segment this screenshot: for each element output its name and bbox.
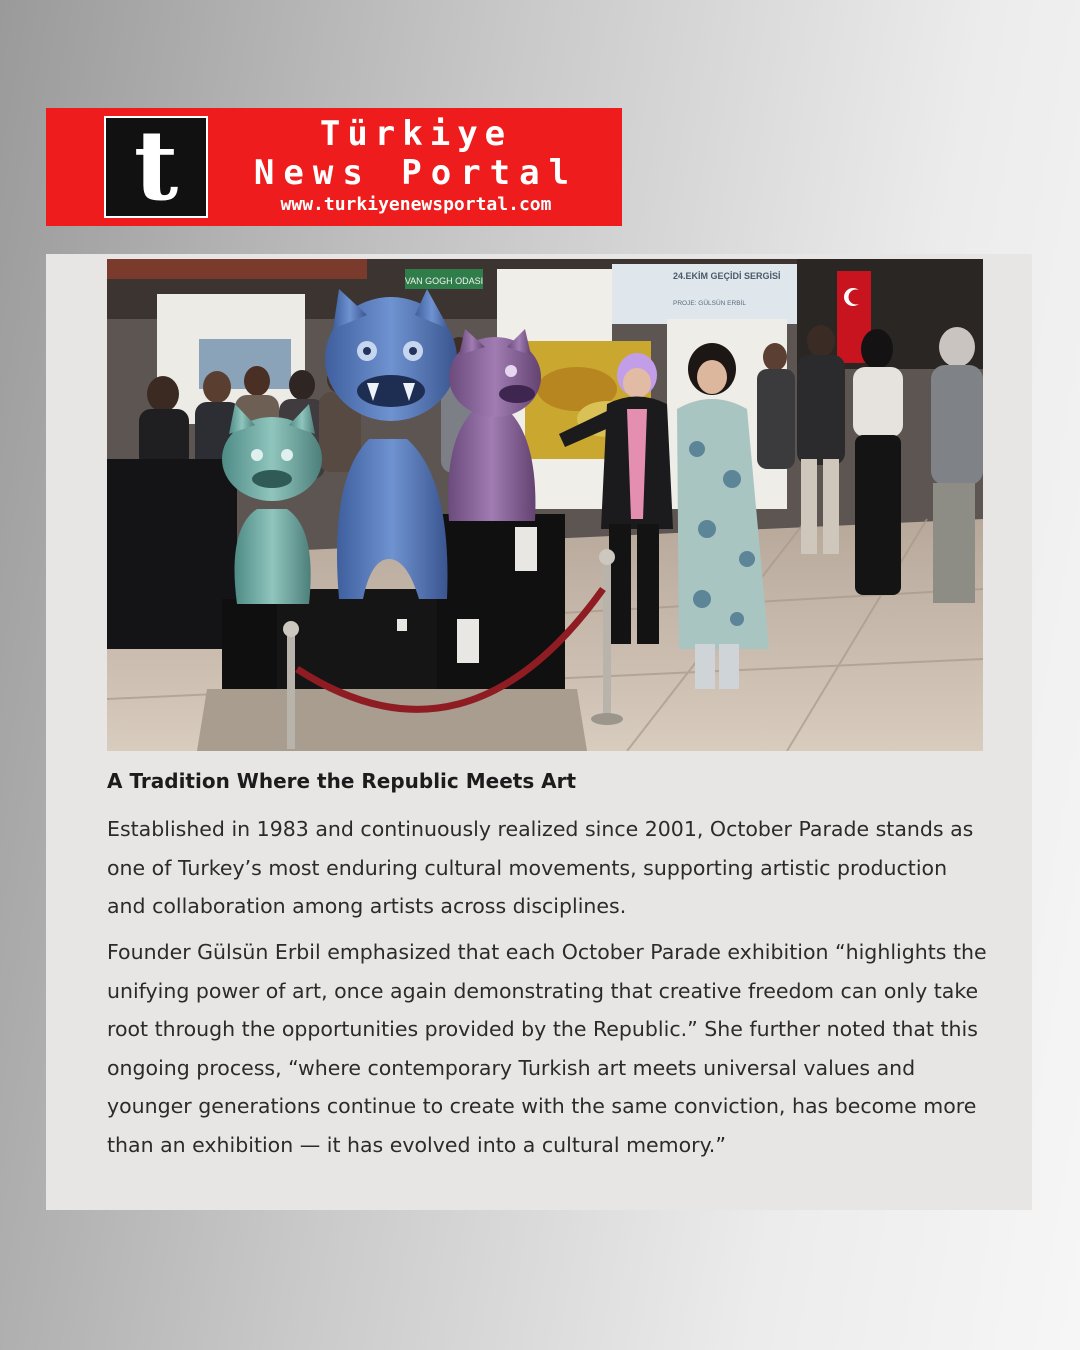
exhibition-photo-illustration xyxy=(107,259,983,751)
photo-sign-exhibition: 24.EKİM GEÇİDİ SERGİSİ xyxy=(673,271,781,281)
article-card xyxy=(46,254,1032,1210)
logo-title-line1: Türkiye xyxy=(319,114,513,154)
logo-title-line2: News Portal xyxy=(253,153,579,193)
article-paragraph-1: Established in 1983 and continuously realized since 2001, October Parade stands as one of Turkey’s most enduring cultural movements, supporting artistic production and collaboration among artists across disciplines. xyxy=(107,817,974,918)
article-heading: A Tradition Where the Republic Meets Art xyxy=(107,769,577,793)
photo-sign-sub: PROJE: GÜLSÜN ERBİL xyxy=(673,300,746,307)
logo-letter-mark: t xyxy=(104,116,208,218)
article-photo xyxy=(107,259,983,751)
site-logo-banner[interactable] xyxy=(46,108,622,226)
logo-url: www.turkiyenewsportal.com xyxy=(280,194,552,215)
photo-sign-room: VAN GOGH ODASI xyxy=(404,276,484,286)
article-paragraph-2: Founder Gülsün Erbil emphasized that each October Parade exhibition “highlights the unifying power of art, once again demonstrating that creative freedom can only take root through the opportunities provided by the Republic.” She further noted that this ongoing process, “where contemporary Turkish art meets universal values and younger generations continue to create with the same conviction, has become more than an exhibition — it has evolved into a cultural memory.” xyxy=(107,940,987,1157)
